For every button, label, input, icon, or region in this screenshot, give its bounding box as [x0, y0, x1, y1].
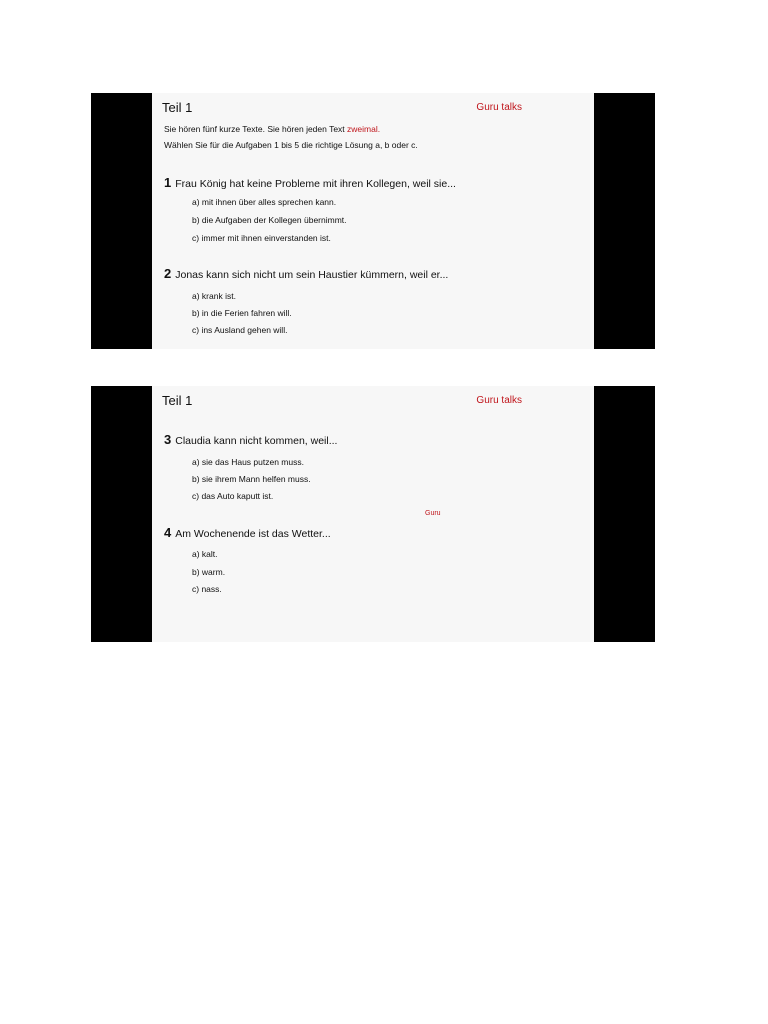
question-number: 4: [164, 525, 172, 540]
question-3: [164, 432, 337, 447]
slide-1-content: [152, 93, 594, 349]
answer-option: c) nass.: [192, 584, 222, 594]
answer-option: b) die Aufgaben der Kollegen übernimmt.: [192, 215, 347, 225]
slide-title: Teil 1: [162, 393, 193, 408]
answer-option: c) das Auto kaputt ist.: [192, 491, 274, 501]
question-text: Am Wochenende ist das Wetter...: [175, 528, 331, 540]
question-4: [164, 525, 331, 540]
question-number: 1: [164, 175, 172, 190]
answer-option: b) sie ihrem Mann helfen muss.: [192, 474, 311, 484]
watermark-label: Guru: [425, 510, 441, 517]
answer-option: c) immer mit ihnen einverstanden ist.: [192, 233, 331, 243]
brand-label: Guru talks: [476, 395, 522, 406]
answer-option: a) mit ihnen über alles sprechen kann.: [192, 197, 337, 207]
slide-2-content: [152, 386, 594, 642]
question-1: [164, 175, 456, 190]
instruction-text: Sie hören fünf kurze Texte. Sie hören jeden Text: [164, 124, 348, 134]
answer-option: a) kalt.: [192, 549, 218, 559]
answer-option: a) krank ist.: [192, 291, 236, 301]
instruction-line-1: [164, 124, 380, 134]
slide-1: [91, 93, 655, 349]
question-text: Frau König hat keine Probleme mit ihren Kollegen, weil sie...: [175, 178, 456, 190]
question-2: [164, 266, 448, 281]
answer-option: b) in die Ferien fahren will.: [192, 308, 292, 318]
question-number: 2: [164, 266, 172, 281]
instruction-line-2: Wählen Sie für die Aufgaben 1 bis 5 die richtige Lösung a, b oder c.: [164, 140, 418, 150]
question-text: Jonas kann sich nicht um sein Haustier kümmern, weil er...: [175, 269, 449, 281]
instruction-highlight: zweimal.: [347, 124, 381, 134]
answer-option: a) sie das Haus putzen muss.: [192, 457, 304, 467]
answer-option: c) ins Ausland gehen will.: [192, 325, 288, 335]
question-number: 3: [164, 432, 172, 447]
brand-label: Guru talks: [476, 102, 522, 113]
answer-option: b) warm.: [192, 567, 226, 577]
slide-2: [91, 386, 655, 642]
slide-title: Teil 1: [162, 100, 193, 115]
question-text: Claudia kann nicht kommen, weil...: [175, 435, 338, 447]
